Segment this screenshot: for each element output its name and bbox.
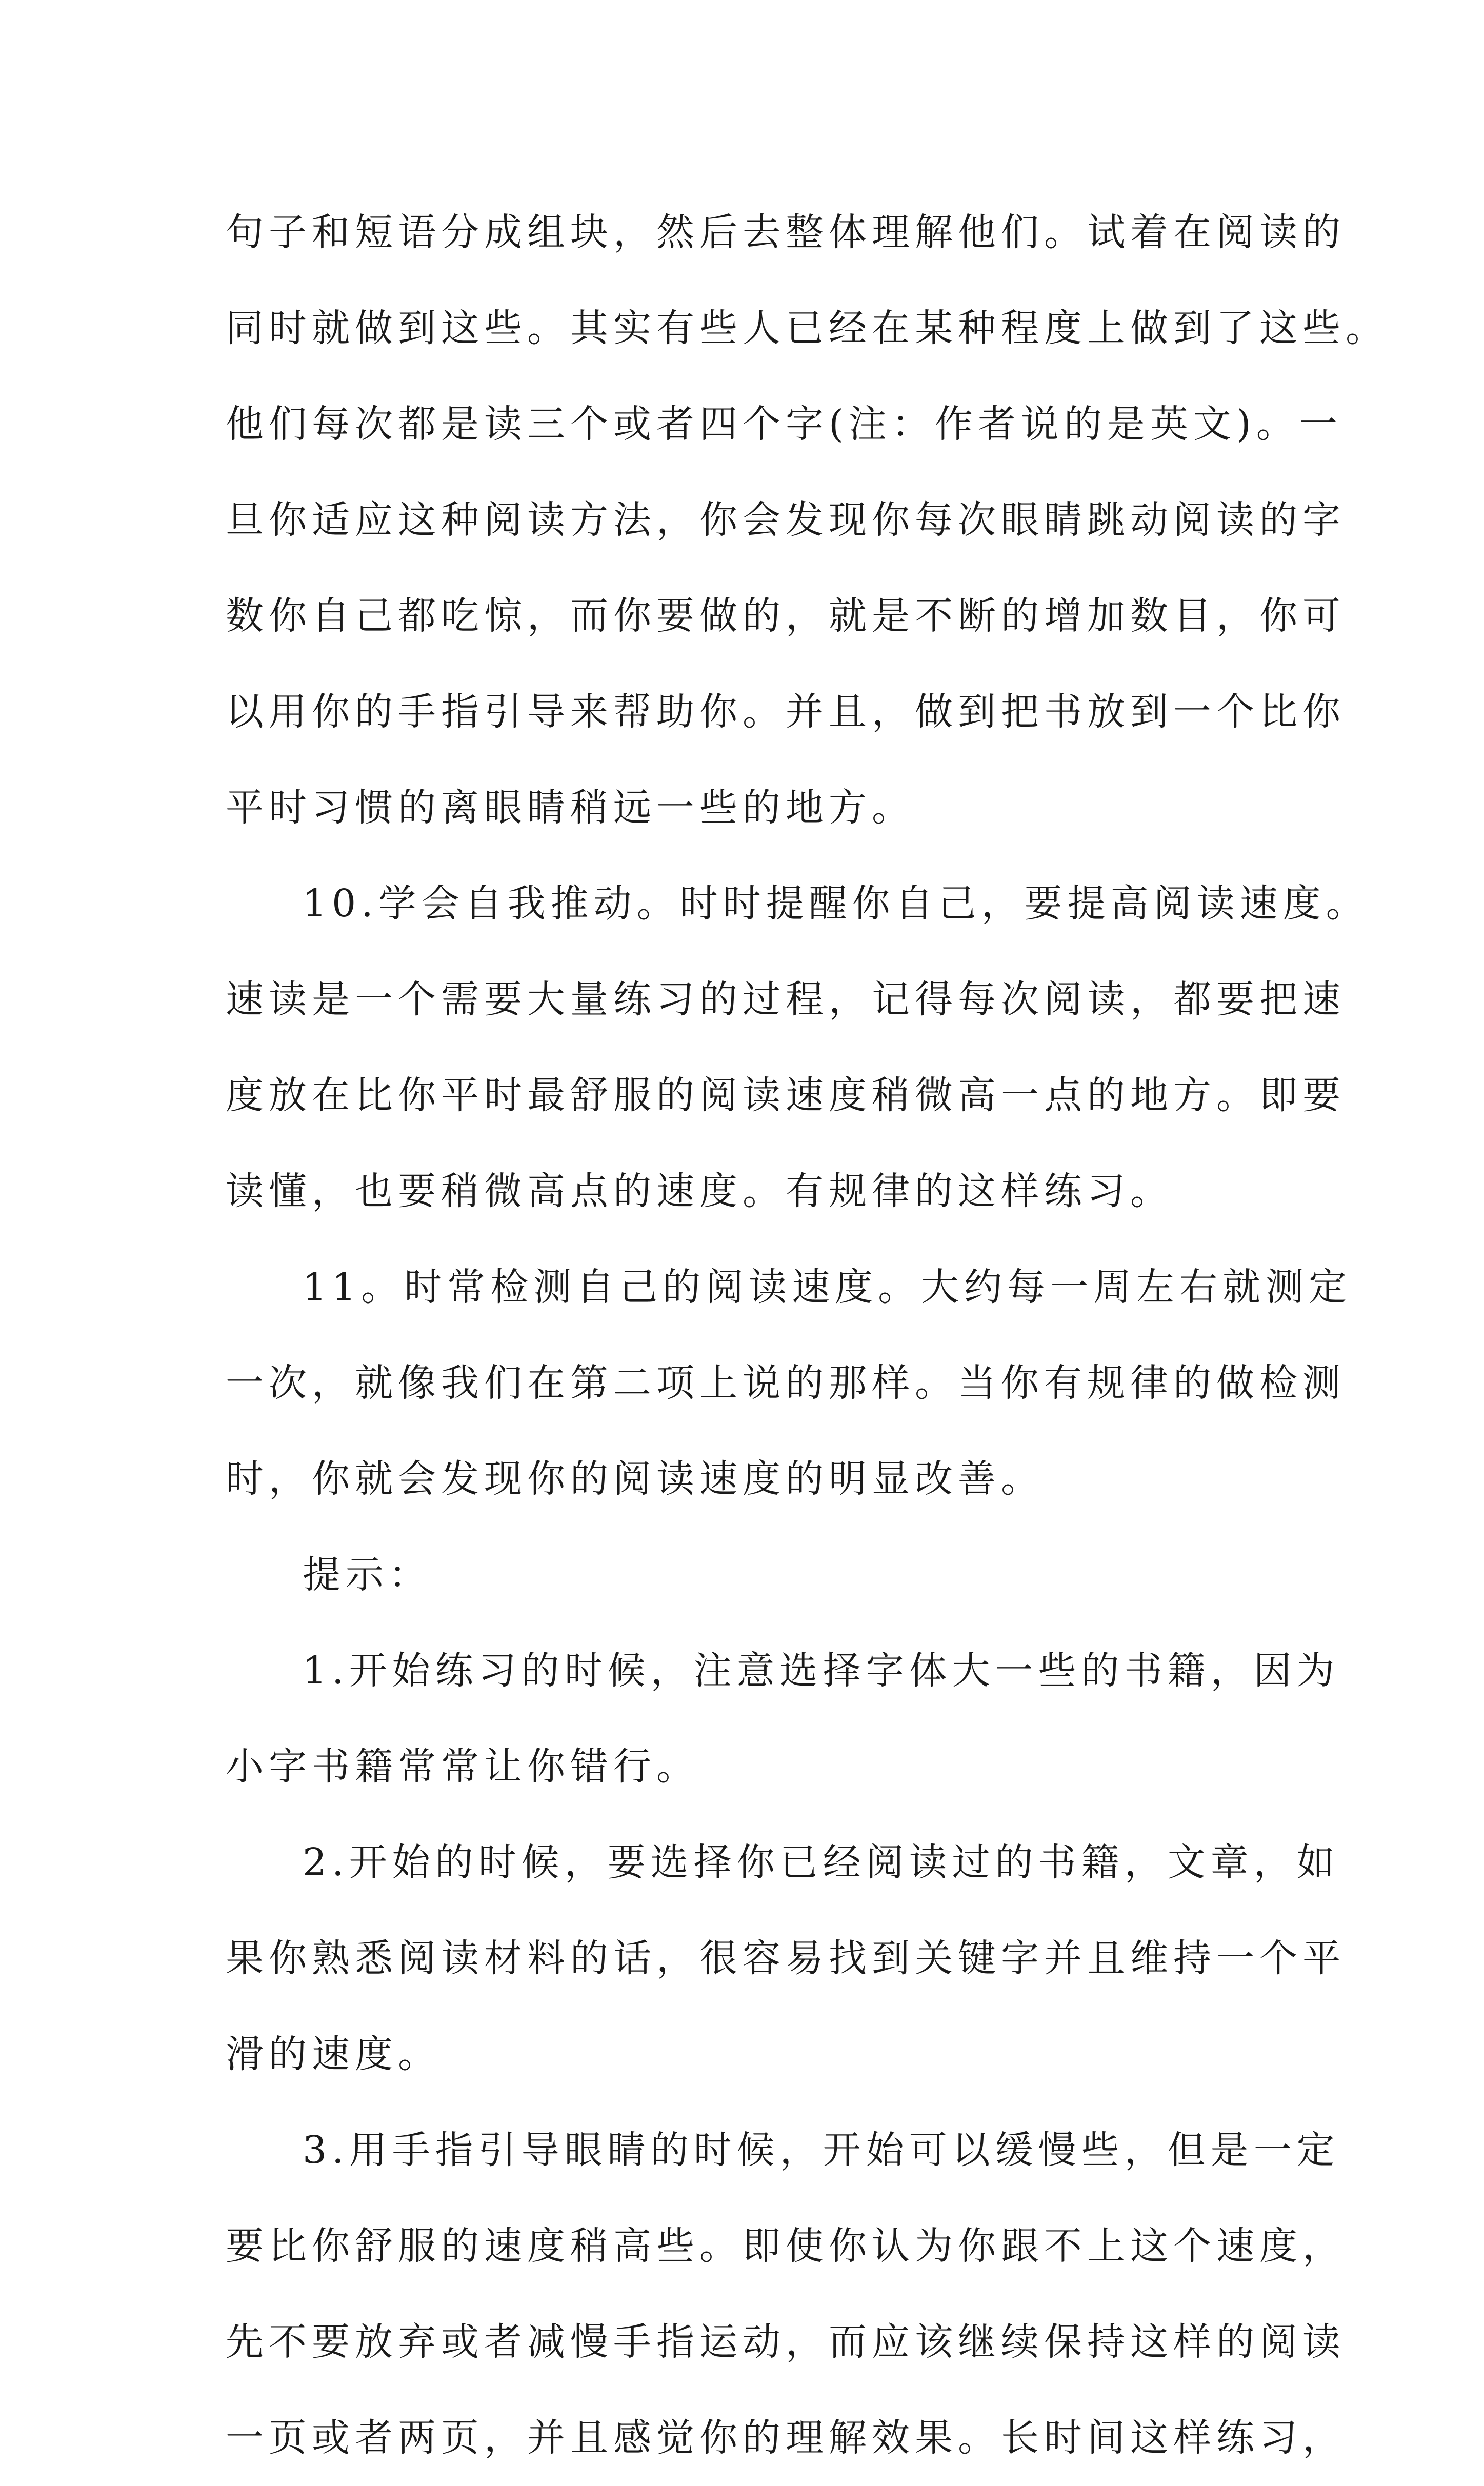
text-line: 读懂，也要稍微高点的速度。有规律的这样练习。 (226, 1169, 1173, 1213)
text-line: 数你自己都吃惊，而你要做的，就是不断的增加数目，你可 (226, 594, 1346, 638)
text-line: 一页或者两页，并且感觉你的理解效果。长时间这样练习， (226, 2416, 1346, 2460)
text-line: 速读是一个需要大量练习的过程，记得每次阅读，都要把速 (226, 977, 1346, 1021)
paragraph-start-line: 3.用手指引导眼睛的时候，开始可以缓慢些，但是一定 (303, 2128, 1340, 2172)
text-line: 以用你的手指引导来帮助你。并且，做到把书放到一个比你 (226, 690, 1346, 734)
text-line: 先不要放弃或者减慢手指运动，而应该继续保持这样的阅读 (226, 2320, 1346, 2364)
text-line: 平时习惯的离眼睛稍远一些的地方。 (226, 786, 915, 830)
paragraph-start-line: 10.学会自我推动。时时提醒你自己，要提高阅读速度。 (303, 881, 1369, 926)
text-line: 句子和短语分成组块，然后去整体理解他们。试着在阅读的 (226, 210, 1346, 254)
tips-heading: 提示： (303, 1553, 432, 1597)
text-line: 同时就做到这些。其实有些人已经在某种程度上做到了这些。 (226, 306, 1389, 350)
text-line: 滑的速度。 (226, 2032, 441, 2076)
text-line: 一次，就像我们在第二项上说的那样。当你有规律的做检测 (226, 1361, 1346, 1405)
paragraph-start-line: 2.开始的时候，要选择你已经阅读过的书籍，文章，如 (303, 1840, 1340, 1884)
text-line: 度放在比你平时最舒服的阅读速度稍微高一点的地方。即要 (226, 1073, 1346, 1117)
text-line: 小字书籍常常让你错行。 (226, 1745, 699, 1789)
text-line: 旦你适应这种阅读方法，你会发现你每次眼睛跳动阅读的字 (226, 498, 1346, 542)
text-line: 他们每次都是读三个或者四个字(注：作者说的是英文)。一 (226, 402, 1342, 446)
body-text (226, 185, 1389, 2486)
text-line: 果你熟悉阅读材料的话，很容易找到关键字并且维持一个平 (226, 1936, 1346, 1980)
text-line: 时，你就会发现你的阅读速度的明显改善。 (226, 1457, 1044, 1501)
paragraph-start-line: 1.开始练习的时候，注意选择字体大一些的书籍，因为 (303, 1649, 1340, 1693)
paragraph-start-line: 11。时常检测自己的阅读速度。大约每一周左右就测定 (303, 1265, 1352, 1309)
text-line: 要比你舒服的速度稍高些。即使你认为你跟不上这个速度， (226, 2224, 1346, 2268)
